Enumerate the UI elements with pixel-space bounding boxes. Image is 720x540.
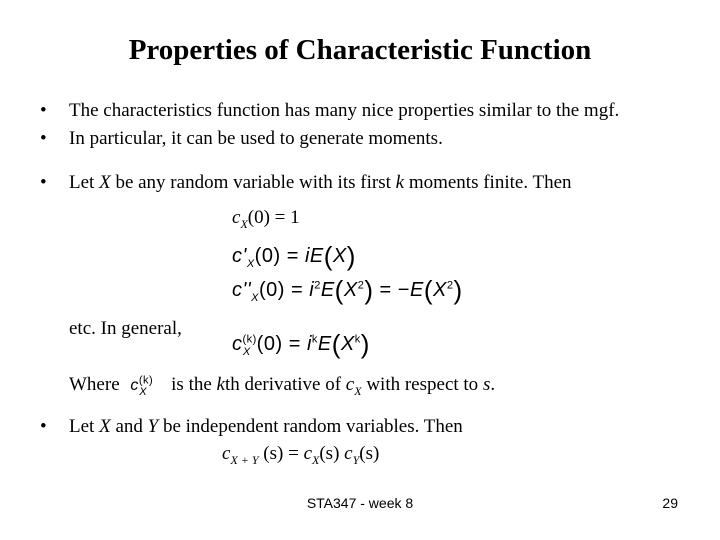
eq-c-3: c — [344, 443, 353, 464]
slide-footer: STA347 - week 8 — [306, 495, 414, 511]
var-k: k — [216, 374, 225, 395]
where-text-c: with respect to — [361, 374, 483, 395]
where-text-b: th derivative of — [224, 374, 346, 395]
where-symbol — [130, 374, 166, 398]
eq-arg: (s) = — [258, 443, 304, 464]
var-k: k — [395, 172, 405, 193]
eq-inner: X — [340, 333, 355, 355]
where-text-d: . — [490, 374, 496, 395]
eq-c: c — [222, 443, 231, 464]
bullet-generate-moments — [40, 128, 443, 150]
bullet-random-variable — [40, 172, 572, 194]
equation-cx0 — [232, 207, 300, 229]
bullet-text-a: Let — [69, 172, 100, 193]
eq-arg: (0) — [258, 279, 285, 301]
eq-inner-power: k — [354, 333, 361, 346]
bullet-dot: • — [40, 416, 47, 437]
eq-expect-2: E — [409, 279, 424, 301]
eq-arg: (0) — [254, 245, 281, 267]
bullet-text-c: moments finite. Then — [404, 172, 572, 193]
eq-minus: − — [397, 279, 410, 301]
bullet-independent — [40, 416, 463, 438]
eq-c: c — [130, 377, 139, 394]
var-x: X — [99, 416, 111, 437]
eq-c-2: c — [303, 443, 312, 464]
eq-equals: = — [291, 279, 304, 301]
eq-i: i — [304, 245, 310, 267]
equation-first-derivative: $c'_X(0) = iE(X)$ — [232, 241, 356, 271]
eq-equals: = — [286, 245, 299, 267]
bullet-text-c: be independent random variables. Then — [158, 416, 463, 437]
bullet-text: The characteristics function has many nice properties similar to the mgf. — [69, 100, 620, 121]
where-label: Where — [69, 374, 120, 395]
eq-i: i — [309, 279, 315, 301]
eq-arg-3: (s) — [359, 443, 380, 464]
equation-second-derivative: $c''_X(0) = i^2E(X^2) = -E(X^2)$ — [232, 275, 463, 305]
eq-sub: X — [242, 346, 251, 358]
eq-order: (k) — [138, 374, 154, 387]
eq-i-power: 2 — [314, 279, 321, 292]
eq-arg: (0) — [256, 333, 283, 355]
eq-expect: E — [317, 333, 332, 355]
eq-i: i — [306, 333, 312, 355]
eq-sub: X — [240, 217, 248, 231]
equation-product — [222, 443, 379, 465]
bullet-dot: • — [40, 128, 47, 149]
where-text-a: is the — [166, 374, 217, 395]
eq-inner: X — [343, 279, 358, 301]
eq-c: c — [232, 207, 241, 228]
where-line — [69, 374, 495, 396]
eq-arg-2: (s) — [319, 443, 345, 464]
var-y: Y — [147, 416, 159, 437]
eq-c: c' — [232, 245, 247, 267]
general-text: etc. In general, — [69, 318, 182, 339]
eq-expect: E — [309, 245, 324, 267]
var-s: s — [482, 374, 491, 395]
eq-sub-2: X — [312, 453, 320, 467]
eq-inner-2: X — [433, 279, 447, 301]
eq-expect: E — [320, 279, 335, 301]
var-c-sub: X — [354, 384, 362, 398]
page-number: 29 — [662, 495, 678, 511]
eq-sub-3: Y — [352, 453, 360, 467]
bullet-text-b: be any random variable with its first — [110, 172, 396, 193]
eq-inner: X — [332, 245, 347, 267]
equation-kth-derivative: $c^{(k)}_X$ $(0) = i^kE(X^k)$ — [232, 329, 370, 359]
eq-equals-2: = — [379, 279, 392, 301]
bullet-text-b: and — [110, 416, 148, 437]
eq-inner-2-power: 2 — [446, 279, 454, 292]
eq-sub: X — [251, 292, 259, 304]
var-x: X — [99, 172, 111, 193]
eq-sub: X — [139, 386, 148, 398]
bullet-text: In particular, it can be used to generate moments. — [69, 128, 443, 149]
slide-title: Properties of Characteristic Function — [128, 34, 592, 66]
eq-c: c — [232, 333, 243, 355]
eq-rhs: (0) = 1 — [247, 207, 300, 228]
eq-equals: = — [288, 333, 301, 355]
eq-sub: X — [246, 258, 255, 270]
eq-c: c'' — [232, 279, 252, 301]
bullet-mgf-properties — [40, 100, 619, 122]
var-c: c — [345, 374, 355, 395]
bullet-dot: • — [40, 172, 47, 193]
eq-i-power: k — [311, 333, 318, 346]
eq-order: (k) — [242, 333, 257, 346]
bullet-text-a: Let — [69, 416, 100, 437]
eq-inner-power: 2 — [357, 279, 365, 292]
eq-sub: X + Y — [230, 453, 259, 467]
bullet-dot: • — [40, 100, 47, 121]
